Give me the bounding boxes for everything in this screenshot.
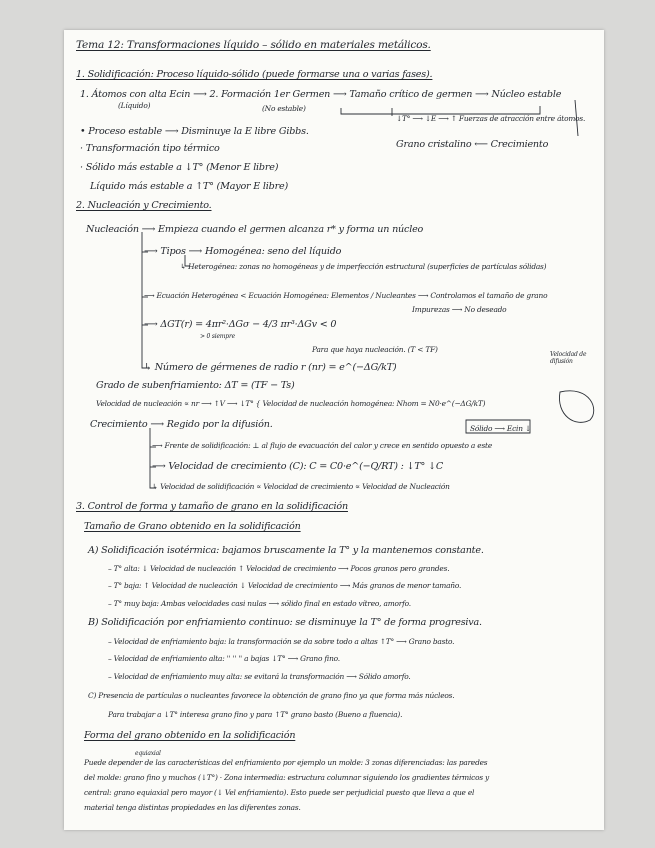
arrow-right-to-growth xyxy=(575,100,578,136)
liquid-note: (Líquido) xyxy=(118,101,151,110)
paragraph-line-1: Puede depender de las características del enfriamiento por ejemplo un molde: 3 zonas diferenciadas: las paredes xyxy=(84,758,488,767)
equation-compare-line: ⟶ Ecuación Heterogénea < Ecuación Homogénea: Elementos / Nucleantes ⟶ Controlamos el tamaño de grano xyxy=(144,291,548,300)
case-b-slow-cooling: – Velocidad de enfriamiento baja: la transformación se da sobre todo a altas ↑T° ⟶ Grano basto. xyxy=(108,637,455,646)
case-b: B) Solidificación por enfriamiento continuo: se disminuye la T° de forma progresiva. xyxy=(88,617,482,628)
case-b-fast-cooling: – Velocidad de enfriamiento alta: '' '' '' a bajas ↓T° ⟶ Grano fino. xyxy=(108,654,340,663)
bullet-thermal: · Transformación tipo térmico xyxy=(80,143,220,154)
growth-trunk xyxy=(150,428,156,488)
nucleation-line: Nucleación ⟶ Empieza cuando el germen alcanza r* y forma un núcleo xyxy=(86,224,424,235)
case-c: C) Presencia de partículas o nucleantes favorece la obtención de grano fino ya que forma más núcleos. xyxy=(88,691,455,700)
solid-box xyxy=(466,420,530,433)
delta-g-note: > 0 siempre xyxy=(200,333,235,340)
crystal-grain-line: Grano cristalino ⟵ Crecimiento xyxy=(396,139,549,150)
factors-line: ↓T° ⟶ ↓E ⟶ ↑ Fuerzas de atracción entre átomos. xyxy=(396,114,586,123)
growth-line: Crecimiento ⟶ Regido por la difusión. xyxy=(90,419,273,430)
heterogeneous-line: ↳ Heterogénea: zonas no homogéneas y de imperfección estructural (superficies de partículas sólidas) xyxy=(180,262,547,271)
section-1-line-1: 1. Átomos con alta Ecin ⟶ 2. Formación 1er Germen ⟶ Tamaño crítico de germen ⟶ Núcleo estable xyxy=(80,89,562,100)
types-line: ⟶ Tipos ⟶ Homogénea: seno del líquido xyxy=(144,246,342,257)
equiaxial-note: equiaxial xyxy=(135,750,161,757)
paragraph-line-2: del molde: grano fino y muchos (↓T°) · Zona intermedia: estructura columnar siguiendo los gradientes térmicos y xyxy=(84,773,490,782)
case-a-high-temp: – T° alta: ↓ Velocidad de nucleación ↑ Velocidad de crecimiento ⟶ Pocos granos pero grandes. xyxy=(108,564,450,573)
section-2-heading: 2. Nucleación y Crecimiento. xyxy=(76,200,212,211)
delta-g-condition: Para que haya nucleación. (T < TF) xyxy=(312,345,438,354)
delta-g-equation: ⟶ ΔGT(r) = 4πr²·ΔGσ − 4/3 πr³·ΔGv < 0 xyxy=(144,319,337,330)
case-c-note: Para trabajar a ↓T° interesa grano fino y para ↑T° grano basto (Bueno a fluencia). xyxy=(108,710,403,719)
case-a-low-temp: – T° baja: ↑ Velocidad de nucleación ↓ Velocidad de crecimiento ⟶ Más granos de menor tamaño. xyxy=(108,581,462,590)
bullet-stable-process: • Proceso estable ⟶ Disminuye la E libre Gibbs. xyxy=(80,126,309,137)
grain-size-subheading: Tamaño de Grano obtenido en la solidificación xyxy=(84,521,301,532)
solidification-speed-line: ↳ Velocidad de solidificación ∝ Velocidad de crecimiento ∝ Velocidad de Nucleación xyxy=(152,482,450,491)
undercooling-line: Grado de subenfriamiento: ΔT = (TF − Ts) xyxy=(96,380,295,391)
bracket-line xyxy=(341,106,540,114)
case-a-very-low-temp: – T° muy baja: Ambas velocidades casi nulas ⟶ sólido final en estado vítreo, amorfo. xyxy=(108,599,411,608)
solid-ecin-box: Sólido ⟶ Ecin ↓ xyxy=(470,424,531,433)
solid-front-line: ⟶ Frente de solidificación: ⊥ al flujo de evacuación del calor y crece en sentido opuesto a este xyxy=(152,441,492,450)
nuclei-count-line: ↳ Número de gérmenes de radio r (nr) = e^(−ΔG/kT) xyxy=(144,362,397,373)
diffusion-speed-note: Velocidad de difusión xyxy=(550,351,587,365)
nucleation-speed-line: Velocidad de nucleación ∝ nr ⟶ ↑V ⟶ ↓T° { Velocidad de nucleación homogénea: Nhom = N0·e^(−ΔG/kT) xyxy=(96,399,486,408)
section-3-heading: 3. Control de forma y tamaño de grano en la solidificación xyxy=(76,501,348,512)
not-stable-note: (No estable) xyxy=(262,104,306,113)
homo-hetero-bracket xyxy=(185,255,190,266)
bullet-liquid-stable: Líquido más estable a ↑T° (Mayor E libre) xyxy=(90,181,289,192)
grain-shape-subheading: Forma del grano obtenido en la solidificación xyxy=(84,730,296,741)
section-1-heading: 1. Solidificación: Proceso líquido-sólido (puede formarse una o varias fases). xyxy=(76,69,433,80)
circled-formula xyxy=(559,391,593,423)
bullet-solid-stable: · Sólido más estable a ↓T° (Menor E libre) xyxy=(80,162,279,173)
case-b-very-fast-cooling: – Velocidad de enfriamiento muy alta: se evitará la transformación ⟶ Sólido amorfo. xyxy=(108,672,411,681)
page-title: Tema 12: Transformaciones líquido – sólido en materiales metálicos. xyxy=(76,39,431,51)
growth-speed-line: ⟶ Velocidad de crecimiento (C): C = C0·e^(−Q/RT) : ↓T° ↓C xyxy=(152,461,443,472)
case-a: A) Solidificación isotérmica: bajamos bruscamente la T° y la mantenemos constante. xyxy=(88,545,484,556)
paragraph-line-4: material tenga distintas propiedades en las diferentes zonas. xyxy=(84,803,301,812)
paragraph-line-3: central: grano equiaxial pero mayor (↓ Vel enfriamiento). Esto puede ser perjudicial puesto que lleva a que el xyxy=(84,788,475,797)
impurities-line: Impurezas ⟶ No deseado xyxy=(412,305,507,314)
